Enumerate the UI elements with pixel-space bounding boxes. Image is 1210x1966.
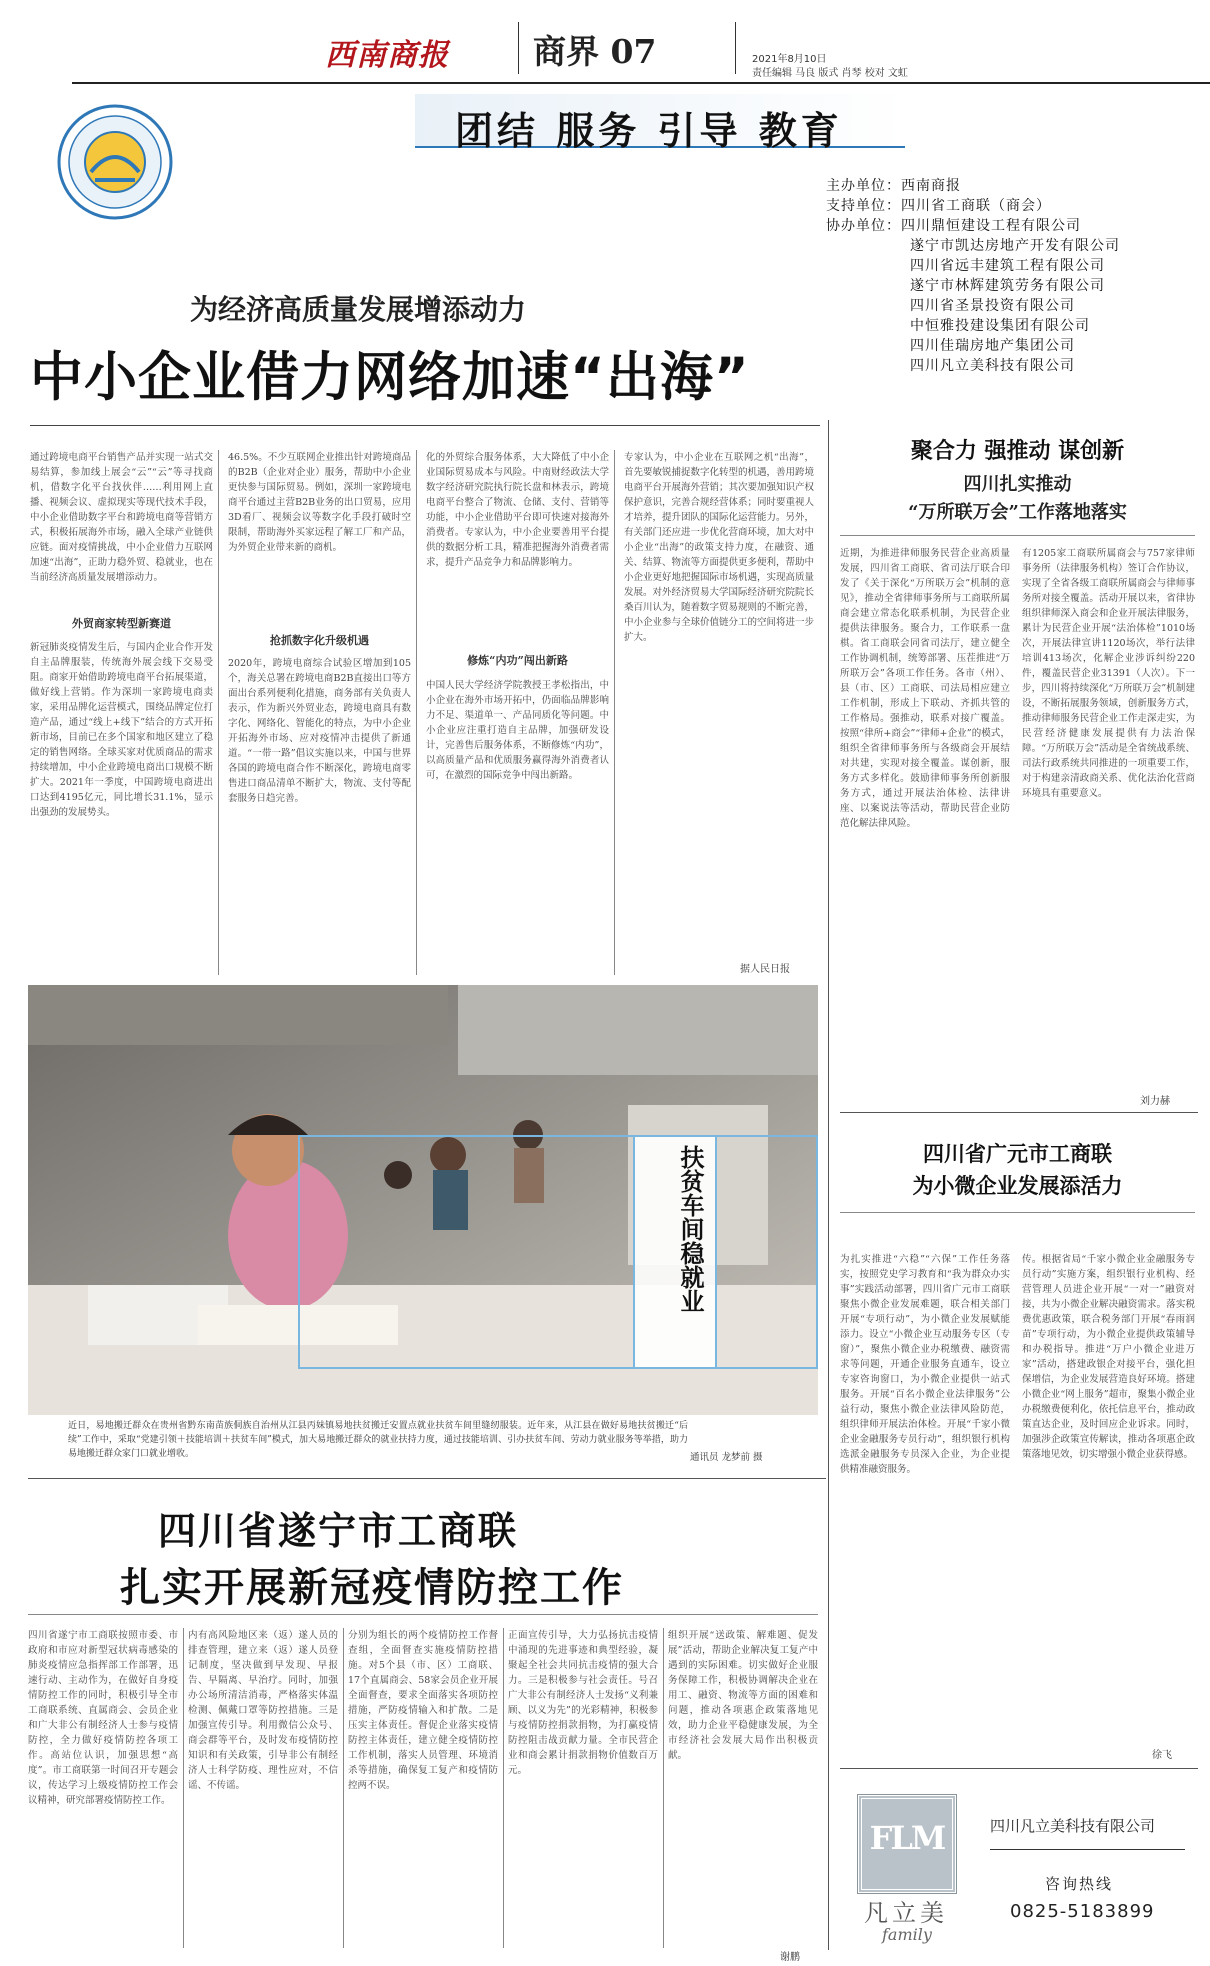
paper-name: 西南商报	[325, 38, 449, 73]
co-org: 中恒雅投建设集团有限公司	[910, 318, 1090, 334]
lead-source: 据人民日报	[740, 964, 790, 975]
lead-kicker: 为经济高质量发展增添动力	[190, 293, 527, 326]
bottom-column: 四川省遂宁市工商联按照市委、市政府和市应对新型冠状病毒感染的肺炎疫情应急指挥部工作部署，迅速行动、主动作为，在做好自身疫情防控工作的同时，积极引导全市工商联系统、直属商会、会员企业和广大非公有制经济人士参与疫情防控，全力做好疫情防控各项工作。高站位认识，加强思想“高度”。市工商联第一时间召开专题会议，传达学习上级疫情防控工作会议精神，研究部署疫情防控工作。	[28, 1630, 178, 1806]
right2-byline: 徐飞	[1152, 1750, 1172, 1761]
editors-line: 责任编辑 马良 版式 肖琴 校对 文虹	[752, 68, 908, 79]
co-org: 遂宁市凯达房地产开发有限公司	[910, 238, 1120, 254]
lead-column: 通过跨境电商平台销售产品并实现一站式交易结算，参加线上展会“云”“云”等寻找商机，借数字化平台找伙伴……利用网上直播、视频会议、虚拟现实等现代技术手段，中小企业借助数字平台和跨境电商等营销方式，积极拓展海外市场，融入全球产业链供应链。面对疫情挑战，中小企业借力互联网加速“出海”，正助力稳外贸、稳就业，也在当前经济高质量发展增添动力。	[30, 452, 213, 583]
sponsor-list	[826, 176, 1206, 376]
lead-column: 2020年，跨境电商综合试验区增加到105个，海关总署在跨境电商B2B直接出口等方面出台系列便利化措施，商务部有关负责人表示，作为新兴外贸业态，跨境电商具有数字化、网络化、智能化的特点，为中小企业开拓海外市场、应对疫情冲击提供了新通道。“一带一路”倡议实施以来，中国与世界各国的跨境电商合作不断深化，跨境电商零售进口商品清单不断扩大，物流、支付等配套服务日趋完善。	[228, 658, 411, 804]
photo-title-vertical	[648, 1145, 704, 1355]
right-article-2	[840, 1112, 1195, 1762]
lead-column: 46.5%。不少互联网企业推出针对跨境商品的B2B（企业对企业）服务，帮助中小企业更快参与国际贸易。例如，深圳一家跨境电商平台通过主营B2B业务的出口贸易，应用3D看厂、视频会议等数字化手段打破时空限制，帮助海外买家远程了解工厂和产品，为外贸企业带来新的商机。	[228, 452, 411, 553]
ad-company: 四川凡立美科技有限公司	[990, 1817, 1156, 1835]
ad-brand-en: family	[882, 1925, 932, 1944]
lead-column: 中国人民大学经济学院教授王孝松指出，中小企业在海外市场开拓中，仍面临品牌影响力不足、渠道单一、产品同质化等问题。中小企业应注重打造自主品牌，加强研发设计，完善售后服务体系，不断修炼“内功”，以高质量产品和优质服务赢得海外消费者认可，在激烈的国际竞争中闯出新路。	[426, 680, 609, 781]
bottom-column: 分别为组长的两个疫情防控工作督查组，全面督查实施疫情防控措施。对5个县（市、区）工商联、17个直属商会、58家会员企业开展全面督查，要求全面落实各项防控措施，严防疫情输入和扩散。二是压实主体责任。督促企业落实疫情防控主体责任，建立健全疫情防控工作机制，落实人员管理、环境消杀等措施，确保复工复产和疫情防控两不误。	[348, 1630, 498, 1791]
right2-column: 传。根据省局“千家小微企业金融服务专员行动”实施方案，组织银行业机构、经营管理人员进企业开展“一对一”融资对接，共为小微企业解决融资需求。落实税费优惠政策，联合税务部门开展“春雨润苗”专项行动，为小微企业提供政策辅导和办税指导。推进“万户小微企业进万家”活动，搭建政银企对接平台，强化担保增信，为企业发展营造良好环境。搭建小微企业“网上服务”超市，聚集小微企业办税缴费便利化，依托信息平台，推动政策直达企业，及时回应企业诉求。同时，加强涉企政策宣传解读，推动各项惠企政策落地见效，切实增强小微企业获得感。	[1022, 1254, 1195, 1460]
bottom-byline: 谢鹏	[780, 1952, 800, 1963]
right1-headline-2: 四川扎实推动	[963, 474, 1072, 495]
lead-headline: 中小企业借力网络加速“出海”	[30, 347, 750, 408]
slogan: 团结 服务 引导 教育	[455, 108, 843, 153]
lead-subhead: 修炼“内功”闯出新路	[467, 654, 568, 667]
issue-date: 2021年8月10日	[752, 54, 827, 65]
advertisement	[840, 1775, 1198, 1955]
lead-column: 新冠肺炎疫情发生后，与国内企业合作开发自主品牌服装，传统海外展会线下交易受阻。商家开始借助跨境电商平台拓展渠道，做好线上营销。作为深圳一家跨境电商卖家，采用品牌化运营模式，围绕品牌定位打造产品，通过“线上+线下”结合的方式开拓新市场，目前已在多个国家和地区建立了稳定的销售网络。全球买家对优质商品的需求持续增加，中小企业跨境电商出口规模不断扩大。2021年一季度，中国跨境电商进出口达到4195亿元，同比增长31.1%，显示出强劲的发展势头。	[30, 642, 213, 818]
sponsor-line: 主办单位：西南商报	[826, 178, 961, 194]
right1-byline: 刘力赫	[1140, 1096, 1170, 1107]
section-title: 商界 07	[533, 32, 657, 71]
bottom-column: 内有高风险地区来（返）遂人员的排查管理，建立来（返）遂人员登记制度，坚决做到早发现、早报告、早隔离、早治疗。同时，加强办公场所清洁消毒，严格落实体温检测、佩戴口罩等防控措施。三是加强宣传引导。利用微信公众号、商会群等平台，及时发布疫情防控知识和有关政策，引导非公有制经济人士科学防疫、理性应对，不信谣、不传谣。	[188, 1630, 338, 1791]
co-label: 协办单位：	[826, 218, 901, 234]
right1-headline-3: “万所联万会”工作落地落实	[908, 502, 1127, 523]
ad-logo-box	[858, 1795, 956, 1893]
bottom-column: 组织开展“送政策、解难题、促发展”活动，帮助企业解决复工复产中遇到的实际困难。切实做好企业服务保障工作，积极协调解决企业在用工、融资、物流等方面的困难和问题，推动各项惠企政策落地见效，助力企业平稳健康发展，为全市经济社会发展大局作出积极贡献。	[668, 1630, 818, 1761]
co-org: 四川省圣景投资有限公司	[910, 298, 1075, 314]
bottom-column: 正面宣传引导，大力弘扬抗击疫情中涌现的先进事迹和典型经验，凝聚起全社会共同抗击疫情的强大合力。三是积极参与社会责任。号召广大非公有制经济人士发扬“义利兼顾、以义为先”的光彩精神，积极参与疫情防控捐款捐物，为打赢疫情防控阻击战贡献力量。全市民营企业和商会累计捐款捐物价值数百万元。	[508, 1630, 658, 1776]
masthead	[0, 0, 1210, 86]
photo-frame	[28, 985, 818, 1475]
ad-logo-icon: FLM	[869, 1819, 945, 1857]
photo-highlight-box	[298, 1135, 818, 1369]
bottom-headline-1: 四川省遂宁市工商联	[158, 1508, 519, 1553]
photo-caption: 近日，易地搬迁群众在贵州省黔东南苗族侗族自治州从江县丙妹镇易地扶贫搬迁安置点就业扶贫车间里缝纫服装。近年来，从江县在做好易地扶贫搬迁“后续”工作中，采取“党建引领＋技能培训＋扶贫车间”模式，加大易地搬迁群众的就业扶持力度，通过技能培训、引办扶贫车间、劳动力就业服务等举措，助力易地搬迁群众家门口就业增收。	[68, 1421, 688, 1459]
right1-column: 有1205家工商联所属商会与757家律师事务所（法律服务机构）签订合作协议，实现了全省各级工商联所属商会与律师事务所对接全覆盖。活动开展以来，省律协组织律师深入商会和企业开展法律服务，累计为民营企业开展“法治体检”1010场次，开展法律宣讲1120场次，举行法律培训413场次，化解企业涉诉纠纷220件，覆盖民营企业31391（人次）。下一步，四川将持续深化“万所联万会”机制建设，不断拓展服务领域，创新服务方式，推动律师服务民营企业工作走深走实，为民营经济健康发展提供有力法治保障。“万所联万会”活动是全省统战系统、司法行政系统共同推进的一项重要工作，对于构建亲清政商关系、优化法治化营商环境具有重要意义。	[1022, 548, 1195, 799]
right-article-1	[840, 420, 1195, 1110]
lead-subhead: 外贸商家转型新赛道	[72, 617, 171, 630]
right1-headline-1: 聚合力 强推动 谋创新	[910, 438, 1125, 464]
ad-phone: 0825-5183899	[1010, 1901, 1155, 1922]
bottom-headline-2: 扎实开展新冠疫情防控工作	[120, 1564, 624, 1611]
right2-column: 为扎实推进“六稳”“六保”工作任务落实，按照党史学习教育和“我为群众办实事”实践活动部署，四川省广元市工商联聚焦小微企业发展难题，联合相关部门开展“专项行动”，为小微企业发展赋能添力。设立“小微企业互动服务专区（专窗）”，聚焦小微企业办税缴费、融资需求等问题，开通企业服务直通车，设立专家咨询窗口，为小微企业提供一站式服务。开展“百名小微企业法律服务”公益行动，聚焦小微企业法律风险防范，组织律师开展法治体检。开展“千家小微企业金融服务专员行动”，组织银行机构选派金融服务专员深入企业，为企业提供精准融资服务。	[840, 1254, 1010, 1475]
sponsor-line: 支持单位：四川省工商联（商会）	[826, 198, 1051, 214]
co-org: 四川佳瑞房地产集团公司	[910, 338, 1075, 354]
photo-credit: 通讯员 龙梦前 摄	[690, 1452, 763, 1463]
lead-subhead: 抢抓数字化升级机遇	[270, 634, 369, 647]
ad-brand-cn: 凡立美	[864, 1899, 948, 1927]
co-org: 四川省远丰建筑工程有限公司	[910, 258, 1105, 274]
right2-headline-1: 四川省广元市工商联	[923, 1141, 1112, 1166]
co-org: 四川鼎恒建设工程有限公司	[901, 218, 1081, 234]
photo-title: 扶贫车间稳就业	[676, 1145, 705, 1313]
lead-column: 专家认为，中小企业在互联网之机“出海”，首先要敏锐捕捉数字化转型的机遇，善用跨境电商平台开展海外营销；其次要加强知识产权保护意识，完善合规经营体系；同时要重视人才培养，提升团队的国际化运营能力。另外，有关部门还应进一步优化营商环境，加大对中小企业“出海”的政策支持力度，在融资、通关、结算、物流等方面提供更多便利，帮助中小企业更好地把握国际市场机遇，实现高质量发展。对外经济贸易大学国际经济研究院院长桑百川认为，随着数字贸易规则的不断完善，中小企业参与全球价值链分工的空间将进一步扩大。	[624, 452, 814, 643]
right1-column: 近期，为推进律师服务民营企业高质量发展，四川省工商联、省司法厅联合印发了《关于深化“万所联万会”机制的意见》，推动全省律师事务所与工商联所属商会建立常态化联系机制，为民营企业提供法律服务。聚合力，工作联系一盘棋。省工商联会同省司法厅，建立健全工作协调机制，统筹部署、压茬推进“万所联万会”各项工作任务。各市（州）、县（市、区）工商联、司法局相应建立工作机制，形成上下联动、齐抓共管的工作格局。强推动，联系对接广覆盖。按照“律所+商会”“律师+企业”的模式，组织全省律师事务所与各级商会开展结对共建，实现对接全覆盖。谋创新，服务方式多样化。鼓励律师事务所创新服务方式，通过开展法治体检、法律讲座、以案说法等活动，帮助民营企业防范化解法律风险。	[840, 548, 1010, 829]
lead-column: 化的外贸综合服务体系，大大降低了中小企业国际贸易成本与风险。中南财经政法大学数字经济研究院执行院长盘和林表示，跨境电商平台整合了物流、仓储、支付、营销等功能，中小企业借助平台即可快速对接海外消费者。专家认为，中小企业要善用平台提供的数据分析工具，精准把握海外消费者需求，提升产品竞争力和品牌影响力。	[426, 452, 609, 568]
right2-headline-2: 为小微企业发展添活力	[912, 1173, 1123, 1198]
co-org: 遂宁市林辉建筑劳务有限公司	[910, 278, 1105, 294]
ad-hotline-label: 咨询热线	[1045, 1875, 1114, 1893]
co-org: 四川凡立美科技有限公司	[910, 358, 1075, 374]
chamber-logo-icon	[55, 102, 175, 222]
